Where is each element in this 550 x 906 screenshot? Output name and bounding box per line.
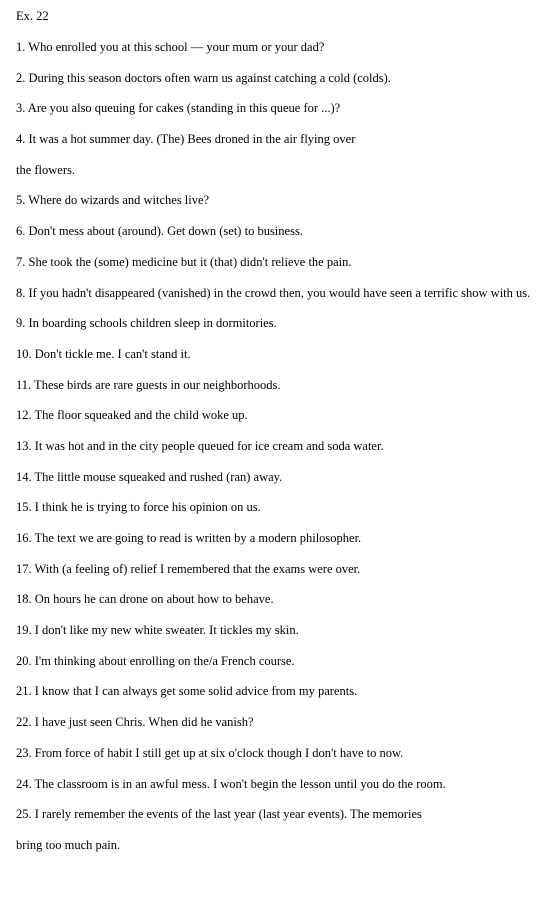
sentence-4-continued: the flowers. (16, 162, 76, 177)
sentence-23: 23. From force of habit I still get up at six o'clock though I don't have to now. (16, 745, 404, 760)
sentence-6: 6. Don't mess about (around). Get down (set) to business. (16, 224, 303, 239)
sentence-9: 9. In boarding schools children sleep in dormitories. (16, 316, 277, 331)
sentence-14: 14. The little mouse squeaked and rushed (ran) away. (16, 469, 283, 484)
sentence-10: 10. Don't tickle me. I can't stand it. (16, 346, 191, 361)
sentence-18: 18. On hours he can drone on about how to behave. (16, 592, 274, 607)
sentence-11: 11. These birds are rare guests in our neighborhoods. (16, 377, 281, 392)
sentence-3: 3. Are you also queuing for cakes (standing in this queue for ...)? (16, 101, 341, 116)
sentence-4: 4. It was a hot summer day. (The) Bees droned in the air flying over (16, 132, 356, 147)
sentence-15: 15. I think he is trying to force his opinion on us. (16, 500, 261, 515)
sentence-19: 19. I don't like my new white sweater. It tickles my skin. (16, 623, 299, 638)
sentence-7: 7. She took the (some) medicine but it (that) didn't relieve the pain. (16, 254, 352, 269)
sentence-5: 5. Where do wizards and witches live? (16, 193, 210, 208)
sentence-22: 22. I have just seen Chris. When did he vanish? (16, 715, 254, 730)
exercise-title: Ex. 22 (16, 9, 49, 23)
sentence-25: 25. I rarely remember the events of the last year (last year events). The memories (16, 807, 422, 822)
sentence-24: 24. The classroom is in an awful mess. I won't begin the lesson until you do the room. (16, 776, 446, 791)
sentence-16: 16. The text we are going to read is written by a modern philosopher. (16, 531, 362, 545)
sentence-1: 1. Who enrolled you at this school — your mum or your dad? (16, 40, 325, 54)
sentence-17: 17. With (a feeling of) relief I remembered that the exams were over. (16, 561, 361, 576)
exercise-page (16, 9, 542, 869)
sentence-13: 13. It was hot and in the city people queued for ice cream and soda water. (16, 438, 384, 453)
sentence-12: 12. The floor squeaked and the child woke up. (16, 408, 248, 423)
sentence-25-continued: bring too much pain. (16, 837, 121, 852)
sentence-21: 21. I know that I can always get some solid advice from my parents. (16, 684, 358, 699)
sentence-20: 20. I'm thinking about enrolling on the/a French course. (16, 653, 295, 668)
sentence-2: 2. During this season doctors often warn us against catching a cold (colds). (16, 70, 391, 85)
sentence-8: 8. If you hadn't disappeared (vanished) in the crowd then, you would have seen a terrific show with us. (16, 285, 531, 300)
